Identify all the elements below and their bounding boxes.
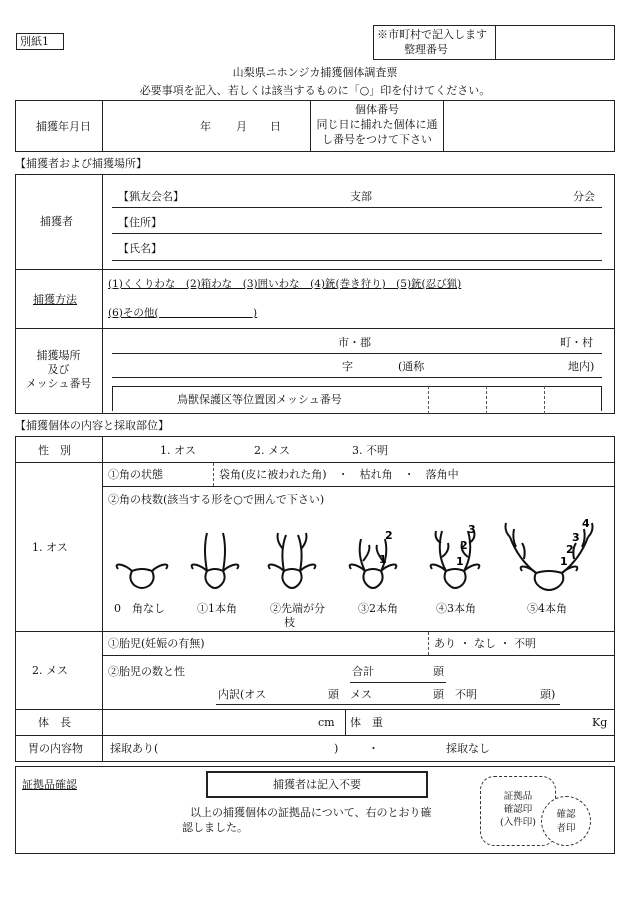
individual-number-field[interactable] — [445, 101, 613, 151]
capture-section-table — [15, 174, 615, 414]
capture-date-label: 捕獲年月日 — [36, 120, 91, 133]
fetus-breakdown-end: 頭) — [540, 688, 556, 701]
method-label: 捕獲方法 — [33, 293, 77, 306]
body-length-label: 体 長 — [38, 716, 71, 729]
antler-type-forked[interactable]: ②先端が分 — [270, 602, 325, 615]
evidence-stamp-line1: 証拠品 — [503, 791, 533, 802]
branch-label: 支部 — [350, 190, 372, 203]
mesh-divider-1 — [428, 386, 429, 414]
antler-4-point-mark-3: 3 — [572, 531, 580, 544]
evidence-stamp-line3: (入件印) — [500, 817, 536, 828]
evidence-label: 証拠品確認 — [22, 778, 77, 791]
individual-number-label: 個体番号 — [355, 103, 399, 116]
capture-section-heading: 【捕獲者および捕獲場所】 — [15, 157, 147, 170]
capture-row-divider-1 — [15, 269, 615, 270]
evidence-stamp-line2: 確認印 — [503, 804, 533, 815]
sex-option-unknown[interactable]: 3. 不明 — [352, 444, 388, 457]
mesh-divider-3 — [544, 386, 545, 414]
town-label: 町・村 — [560, 336, 593, 349]
reference-number-label: 整理番号 — [404, 43, 448, 56]
stomach-separator: ・ — [368, 742, 379, 755]
antler-type-2-point[interactable]: ③2本角 — [358, 602, 398, 615]
mesh-cell-2[interactable] — [488, 388, 542, 412]
body-weight-label: 体 重 — [350, 716, 383, 729]
individual-section-heading: 【捕獲個体の内容と採取部位】 — [15, 419, 169, 432]
chinai-label: 地内) — [568, 360, 595, 373]
individual-row-divider-sex — [15, 462, 615, 463]
antler-4-point-mark-1: 1 — [560, 555, 568, 568]
aza-field[interactable] — [112, 357, 337, 376]
subbranch-label: 分会 — [573, 190, 595, 203]
confirmer-stamp-line1: 確認 — [556, 809, 576, 820]
individual-row-divider-female — [15, 709, 615, 710]
antler-3-point-mark-3: 3 — [468, 523, 476, 536]
form-title: 山梨県ニホンジカ捕獲個体調査票 — [232, 66, 398, 79]
name-field[interactable] — [160, 238, 600, 258]
aza-underline — [112, 377, 602, 378]
address-underline — [112, 233, 602, 234]
individual-number-note-2: し番号をつけて下さい — [322, 133, 432, 146]
antler-1-point-icon[interactable] — [185, 527, 245, 597]
capture-month-unit: 月 — [236, 120, 247, 133]
evidence-statement-1: 以上の捕獲個体の証拠品について、右のとおり確 — [190, 806, 432, 819]
stomach-close-paren: ) — [334, 742, 339, 755]
fetus-options[interactable]: あり ・ なし ・ 不明 — [434, 637, 536, 650]
antler-forked-icon[interactable] — [262, 527, 322, 597]
mesh-divider-2 — [486, 386, 487, 414]
antler-3-point-mark-1: 1 — [456, 555, 464, 568]
body-size-divider — [345, 709, 346, 735]
antler-state-divider — [102, 486, 615, 487]
individual-number-note-1: 同じ日に捕れた個体に通 — [316, 118, 438, 131]
antler-3-point-icon[interactable] — [424, 517, 488, 597]
stomach-not-sampled-option[interactable]: 採取なし — [446, 742, 490, 755]
capture-date-field[interactable] — [104, 101, 309, 151]
address-label: 【住所】 — [118, 216, 162, 229]
antler-4-point-mark-2: 2 — [566, 543, 574, 556]
antler-2-point-mark-1: 1 — [379, 553, 387, 566]
mesh-cell-1[interactable] — [430, 388, 484, 412]
club-underline — [112, 207, 602, 208]
sex-option-female[interactable]: 2. メス — [254, 444, 290, 457]
city-field[interactable] — [112, 333, 332, 352]
reference-number-field[interactable] — [497, 26, 613, 59]
fetus-count-label: ②胎児の数と性 — [108, 665, 185, 678]
fetus-total-field[interactable] — [380, 662, 430, 680]
fetus-breakdown-label: 内訳(オス — [218, 688, 267, 701]
method-options-2[interactable]: (6)その他( ) — [108, 307, 258, 319]
fetus-total-unit: 頭 — [433, 665, 444, 678]
address-field[interactable] — [160, 212, 600, 232]
body-length-unit: cm — [318, 716, 335, 729]
capture-date-divider-1 — [102, 100, 103, 152]
stomach-sampled-option[interactable]: 採取あり( — [110, 742, 159, 755]
mesh-cell-3[interactable] — [546, 388, 600, 412]
reference-number-divider — [495, 25, 496, 60]
capture-day-unit: 日 — [270, 120, 281, 133]
fetus-dashed-divider — [428, 632, 429, 655]
confirmer-stamp-line2: 者印 — [556, 823, 576, 834]
antler-none-icon[interactable] — [112, 555, 172, 595]
individual-row-divider-male — [15, 631, 615, 632]
capture-date-divider-3 — [443, 100, 444, 152]
antler-4-point-icon[interactable] — [502, 515, 598, 597]
body-weight-unit: Kg — [592, 716, 608, 729]
city-underline — [112, 353, 602, 354]
antler-points-label: ②角の枝数(該当する形を○で囲んで下さい) — [108, 493, 325, 506]
antler-3-point-mark-2: 2 — [460, 539, 468, 552]
stomach-label: 胃の内容物 — [28, 742, 83, 755]
fetus-label: ①胎児(妊娠の有無) — [108, 637, 205, 650]
antler-4-point-mark-4: 4 — [582, 517, 590, 530]
body-length-field[interactable] — [104, 711, 314, 733]
antler-state-label: ①角の状態 — [108, 468, 163, 481]
method-options-1[interactable]: (1)くくりわな (2)箱わな (3)囲いわな (4)銃(巻き狩り) (5)銃(忍び猟) — [108, 278, 462, 290]
body-weight-field[interactable] — [400, 711, 585, 733]
name-underline — [112, 260, 602, 261]
capture-section-label-divider — [102, 174, 103, 414]
fetus-total-label: 合計 — [352, 665, 374, 678]
municipality-note: ※市町村で記入します — [377, 28, 487, 41]
place-label-3: メッシュ番号 — [25, 377, 92, 390]
individual-label-divider — [102, 436, 103, 762]
club-label: 【猟友会名】 — [118, 190, 184, 203]
capture-row-divider-2 — [15, 328, 615, 329]
male-label: 1. オス — [32, 541, 68, 554]
fetus-breakdown-female: 頭 メス — [328, 688, 372, 701]
individual-row-divider-body — [15, 735, 615, 736]
common-name-label: (通称 — [398, 360, 425, 373]
city-label: 市・郡 — [338, 336, 371, 349]
capture-year-unit: 年 — [200, 120, 211, 133]
place-label-2: 及び — [47, 363, 70, 376]
confirmer-stamp-area[interactable] — [541, 796, 591, 846]
place-label-1: 捕獲場所 — [36, 349, 81, 362]
female-label: 2. メス — [32, 664, 68, 677]
fetus-divider — [102, 655, 615, 656]
form-instruction: 必要事項を記入、若しくは該当するものに「○」印を付けてください。 — [139, 84, 491, 97]
sex-option-male[interactable]: 1. オス — [160, 444, 196, 457]
fetus-breakdown-unknown: 頭 不明 — [433, 688, 477, 701]
not-required-text: 捕獲者は記入不要 — [273, 778, 361, 791]
antler-type-none[interactable]: 0 角なし — [114, 602, 165, 615]
stomach-content-field[interactable] — [168, 738, 328, 758]
antler-type-1-point[interactable]: ①1本角 — [197, 602, 237, 615]
sex-label: 性 別 — [38, 444, 71, 457]
evidence-statement-2: 認しました。 — [182, 821, 248, 834]
antler-2-point-mark-2: 2 — [385, 529, 393, 542]
antler-state-dashed-divider — [213, 463, 214, 486]
fetus-total-underline — [350, 682, 446, 683]
mesh-label: 鳥獣保護区等位置図メッシュ番号 — [177, 393, 342, 406]
name-label: 【氏名】 — [118, 242, 162, 255]
fetus-breakdown-underline — [216, 704, 560, 705]
attachment-label: 別紙1 — [20, 35, 49, 48]
antler-type-forked-line2: 枝 — [284, 616, 295, 629]
aza-label: 字 — [342, 360, 353, 373]
hunter-label: 捕獲者 — [40, 215, 73, 228]
antler-state-options[interactable]: 袋角(皮に被われた角) ・ 枯れ角 ・ 落角中 — [219, 468, 459, 481]
antler-type-4-point[interactable]: ⑤4本角 — [527, 602, 567, 615]
antler-2-point-icon[interactable] — [343, 527, 403, 597]
antler-type-3-point[interactable]: ④3本角 — [436, 602, 476, 615]
club-name-field[interactable] — [190, 186, 340, 206]
